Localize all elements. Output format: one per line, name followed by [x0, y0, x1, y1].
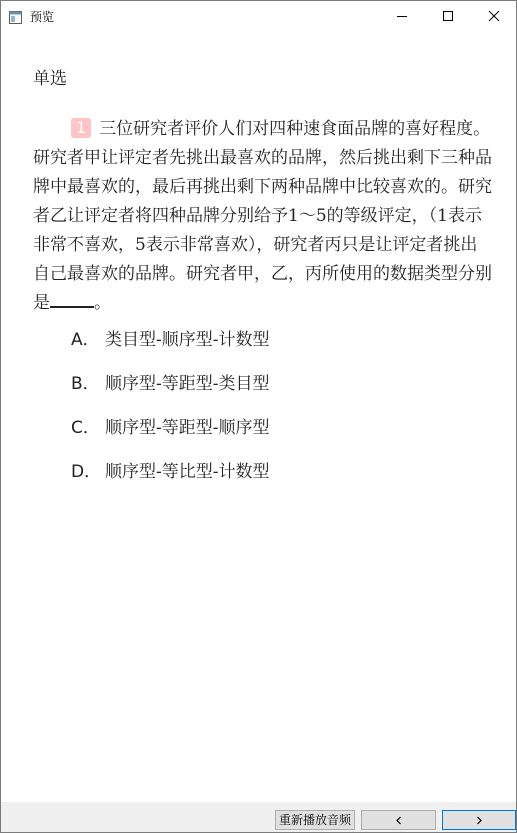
question-text: 三位研究者评价人们对四种速食面品牌的喜好程度。研究者甲让评定者先挑出最喜欢的品牌，然后挑出剩下三种品牌中最喜欢的，最后再挑出剩下两种品牌中比较喜欢的。研究者乙让评定者将四种品牌分别给予1～5的等级评定，（1表示非常不喜欢，5表示非常喜欢），研究者丙只是让评定者挑出自己最喜欢的品牌。研究者甲，乙，丙所使用的数据类型分别是: [33, 119, 492, 313]
question-content: [1, 32, 516, 802]
option-letter: D．: [71, 462, 102, 482]
minimize-button[interactable]: [379, 1, 425, 31]
maximize-button[interactable]: [425, 1, 471, 31]
option-c[interactable]: [71, 413, 491, 457]
option-list: [71, 325, 491, 501]
next-button[interactable]: [442, 810, 516, 830]
chevron-right-icon: [475, 816, 483, 825]
option-text: 顺序型-等距型-类目型: [105, 374, 270, 394]
option-a[interactable]: [71, 325, 491, 369]
close-icon: [488, 10, 500, 22]
question-text-end: 。: [94, 293, 111, 313]
option-text: 顺序型-等比型-计数型: [105, 462, 270, 482]
answer-blank: [50, 292, 94, 308]
question-type-label: 单选: [33, 69, 67, 89]
chevron-left-icon: [395, 816, 403, 825]
window-icon: [9, 9, 22, 22]
title-bar[interactable]: [1, 1, 516, 32]
previous-button[interactable]: [361, 810, 436, 830]
option-text: 顺序型-等距型-顺序型: [105, 418, 270, 438]
option-letter: A．: [71, 330, 100, 350]
question-number-badge: 1: [71, 118, 91, 138]
option-text: 类目型-顺序型-计数型: [105, 330, 270, 350]
question-stem: [33, 115, 493, 318]
option-b[interactable]: [71, 369, 491, 413]
close-button[interactable]: [471, 1, 517, 31]
replay-audio-button[interactable]: 重新播放音频: [275, 810, 355, 830]
bottom-toolbar: [1, 802, 516, 832]
maximize-icon: [442, 10, 454, 22]
option-letter: B．: [71, 374, 100, 394]
window-title: 预览: [30, 10, 55, 24]
option-d[interactable]: [71, 457, 491, 501]
option-letter: C．: [71, 418, 100, 438]
minimize-icon: [396, 10, 408, 22]
